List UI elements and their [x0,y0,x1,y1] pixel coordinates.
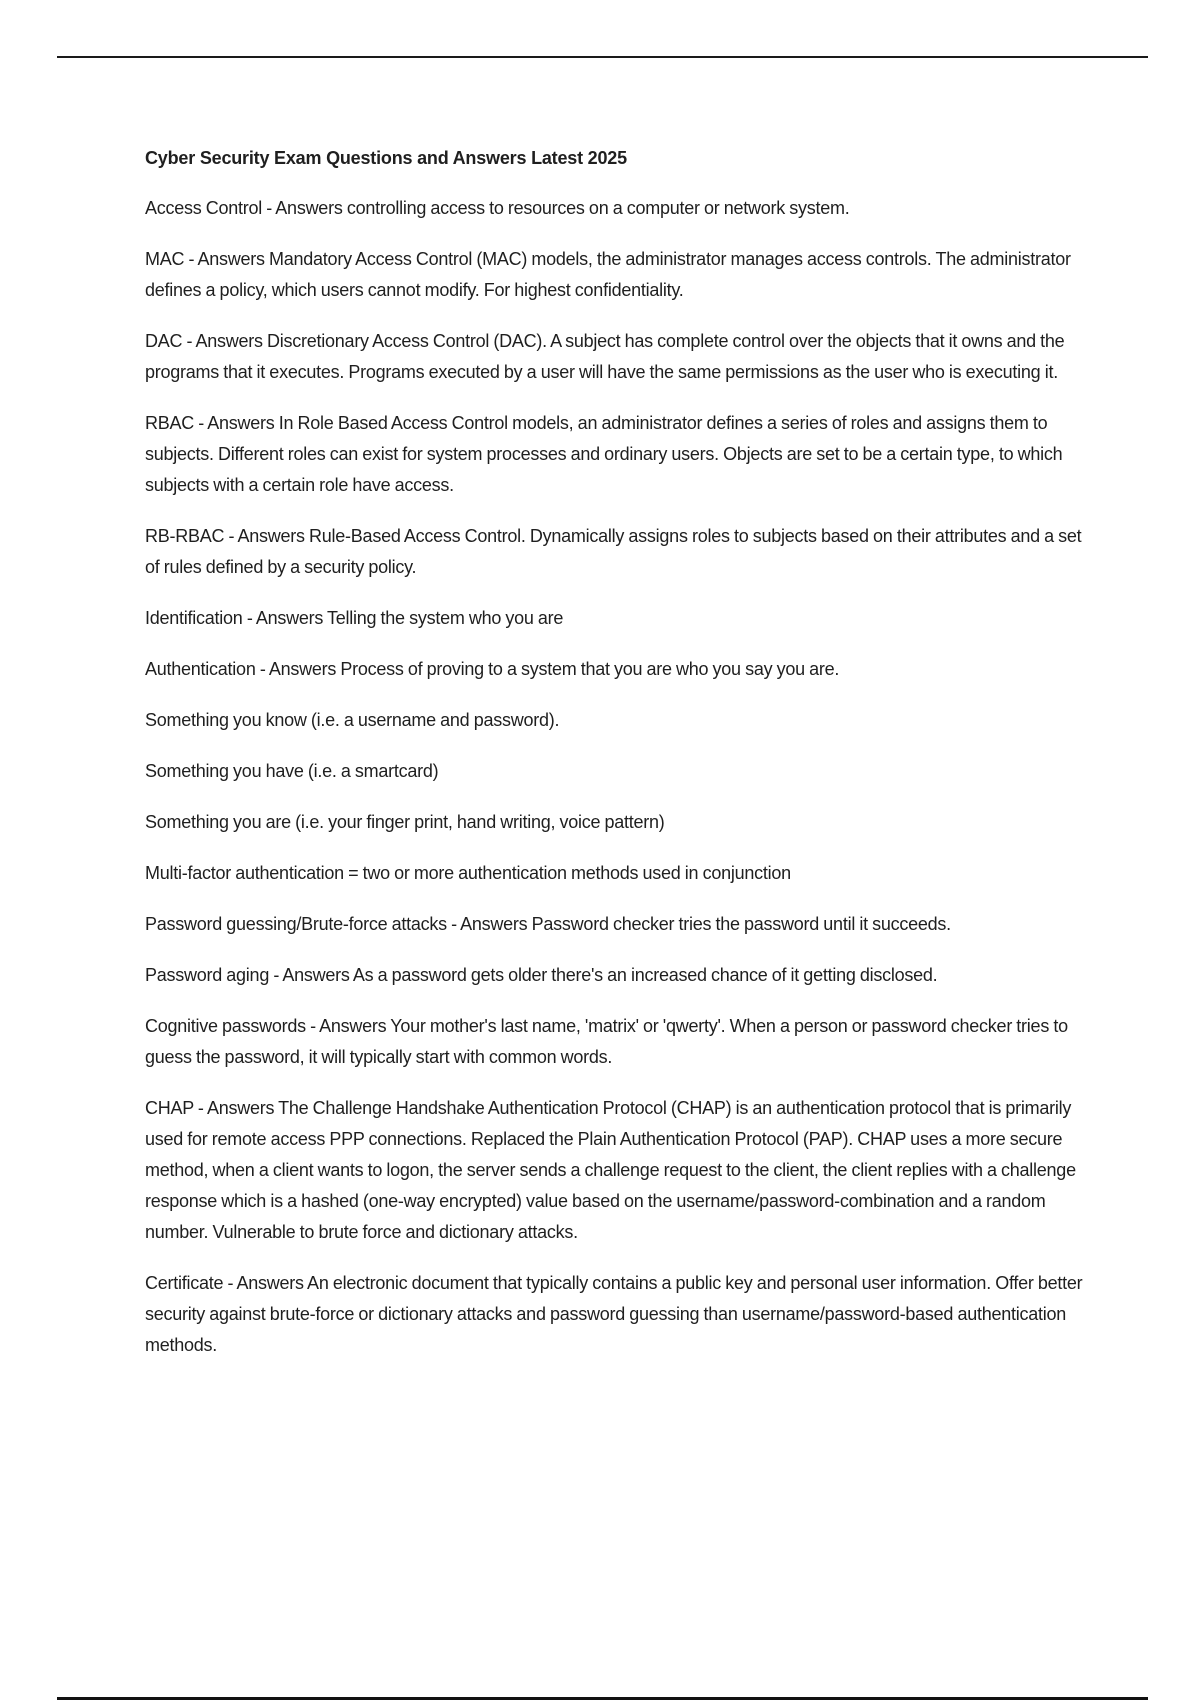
document-body [145,145,1085,1381]
entry-rbac: RBAC - Answers In Role Based Access Control models, an administrator defines a series of roles and assigns them to subjects. Different roles can exist for system processes and ordinary users. Objects are set to be a certain type, to which subjects with a certain role have access. [145,413,1063,495]
entry-something-you-have: Something you have (i.e. a smartcard) [145,761,439,781]
entry-cognitive-passwords: Cognitive passwords - Answers Your mother's last name, 'matrix' or 'qwerty'. When a person or password checker tries to guess the password, it will typically start with common words. [145,1016,1068,1067]
entry-identification: Identification - Answers Telling the system who you are [145,608,564,628]
entry-something-you-are: Something you are (i.e. your finger print, hand writing, voice pattern) [145,812,665,832]
entry-password-aging: Password aging - Answers As a password gets older there's an increased chance of it getting disclosed. [145,965,938,985]
entry-something-you-know: Something you know (i.e. a username and password). [145,710,560,730]
entry-multi-factor: Multi-factor authentication = two or more authentication methods used in conjunction [145,863,791,883]
document-title: Cyber Security Exam Questions and Answers Latest 2025 [145,148,627,168]
entry-chap: CHAP - Answers The Challenge Handshake Authentication Protocol (CHAP) is an authentication protocol that is primarily used for remote access PPP connections. Replaced the Plain Authentication Protocol (PAP). CHAP uses a more secure method, when a client wants to logon, the server sends a challenge request to the client, the client replies with a challenge response which is a hashed (one-way encrypted) value based on the username/password-combination and a random number. Vulnerable to brute force and dictionary attacks. [145,1098,1076,1242]
entry-authentication: Authentication - Answers Process of proving to a system that you are who you say you are. [145,659,840,679]
entry-dac: DAC - Answers Discretionary Access Control (DAC). A subject has complete control over the objects that it owns and the programs that it executes. Programs executed by a user will have the same permissions as the user who is executing it. [145,331,1065,382]
header-rule [57,56,1148,58]
entry-password-guessing: Password guessing/Brute-force attacks - Answers Password checker tries the password until it succeeds. [145,914,951,934]
entry-certificate: Certificate - Answers An electronic document that typically contains a public key and personal user information. Offer better security against brute-force or dictionary attacks and password guessing than username/password-based authentication methods. [145,1273,1083,1355]
entry-rb-rbac: RB-RBAC - Answers Rule-Based Access Control. Dynamically assigns roles to subjects based on their attributes and a set of rules defined by a security policy. [145,526,1082,577]
entry-access-control: Access Control - Answers controlling access to resources on a computer or network system. [145,198,850,218]
entry-mac: MAC - Answers Mandatory Access Control (MAC) models, the administrator manages access controls. The administrator defines a policy, which users cannot modify. For highest confidentiality. [145,249,1071,300]
